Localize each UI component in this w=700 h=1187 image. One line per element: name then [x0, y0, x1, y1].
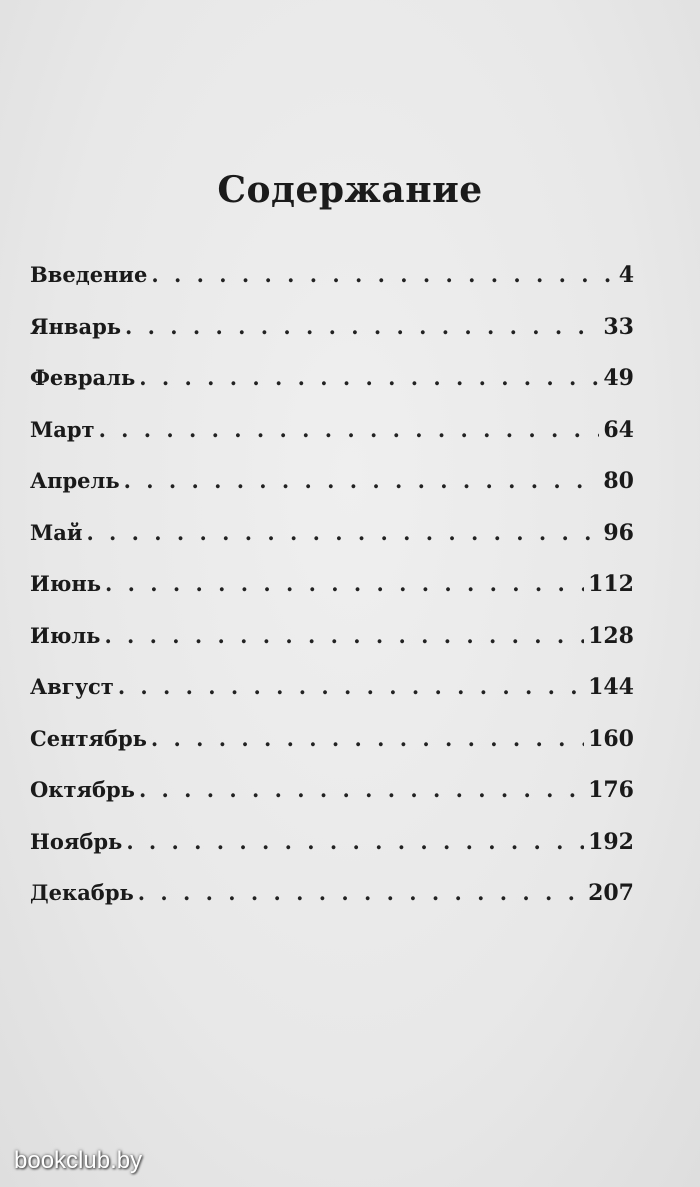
toc-entry-label: Февраль	[30, 365, 136, 390]
toc-leader-dots	[86, 520, 599, 545]
toc-entry	[30, 829, 634, 881]
toc-entry-label: Май	[30, 519, 83, 545]
toc-entry-label: Введение	[30, 262, 148, 287]
toc-leader-dots	[139, 365, 599, 390]
toc-entry-page: 207	[588, 880, 634, 906]
toc-entry-label: Июнь	[30, 571, 101, 596]
toc-entry-page: 4	[618, 262, 634, 288]
toc-entry	[30, 777, 634, 829]
toc-entry	[30, 468, 634, 520]
toc-entry	[30, 880, 634, 932]
toc-leader-dots	[138, 880, 584, 905]
toc-entry-page: 176	[588, 777, 634, 803]
toc-entry-page: 49	[603, 365, 634, 391]
toc-entry	[30, 520, 634, 572]
toc-entry-label: Июль	[30, 622, 101, 648]
site-watermark: bookclub.by	[14, 1147, 143, 1174]
toc-entry-page: 160	[588, 725, 634, 752]
toc-entry-page: 112	[588, 571, 634, 597]
toc-leader-dots	[104, 623, 584, 648]
toc-entry-label: Ноябрь	[30, 828, 123, 854]
toc-entry-label: Апрель	[30, 468, 120, 493]
toc-entry-label: Декабрь	[30, 880, 134, 905]
toc-entry	[30, 674, 634, 726]
table-of-contents	[30, 262, 634, 932]
toc-entry-page: 192	[588, 828, 634, 855]
toc-entry-label: Сентябрь	[30, 725, 147, 751]
toc-leader-dots	[105, 571, 584, 596]
toc-entry	[30, 314, 634, 366]
toc-entry-label: Октябрь	[30, 777, 135, 802]
toc-entry-page: 64	[603, 416, 634, 443]
toc-leader-dots	[124, 468, 600, 493]
toc-entry	[30, 726, 634, 778]
toc-leader-dots	[125, 314, 599, 339]
toc-entry-page: 144	[588, 674, 634, 700]
toc-entry	[30, 571, 634, 623]
toc-entry	[30, 417, 634, 469]
toc-entry	[30, 262, 634, 314]
toc-entry	[30, 623, 634, 675]
toc-entry-page: 128	[588, 622, 634, 649]
toc-leader-dots	[118, 674, 584, 699]
toc-entry-page: 33	[603, 313, 634, 340]
toc-entry	[30, 365, 634, 417]
toc-entry-page: 80	[603, 468, 634, 494]
toc-entry-label: Август	[30, 674, 114, 699]
toc-leader-dots	[139, 777, 584, 802]
page-title: Содержание	[217, 169, 483, 212]
toc-leader-dots	[151, 262, 614, 287]
toc-leader-dots	[151, 726, 584, 751]
toc-leader-dots	[126, 829, 584, 854]
toc-entry-label: Январь	[30, 313, 122, 339]
toc-entry-label: Март	[30, 416, 95, 442]
toc-entry-page: 96	[603, 519, 634, 546]
toc-leader-dots	[99, 417, 600, 442]
